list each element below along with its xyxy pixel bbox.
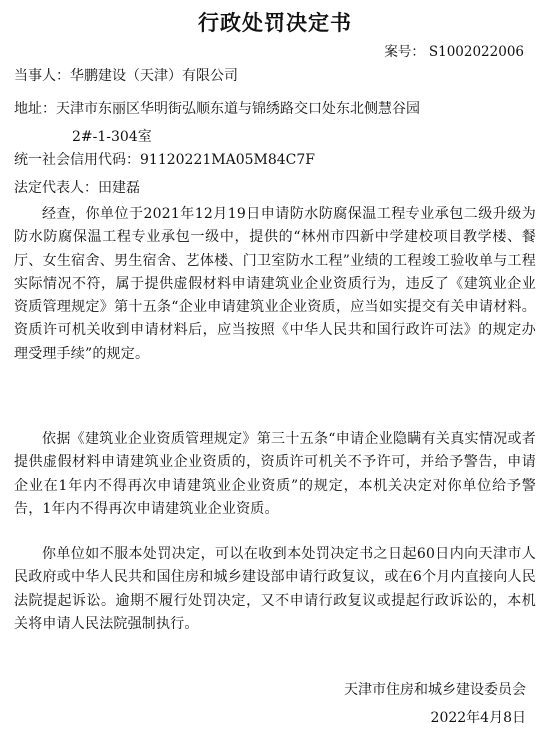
party-line: [14, 66, 238, 86]
address-value-line1: 天津市东丽区华明街弘顺东道与锦绣路交口处东北侧慧谷园: [56, 101, 420, 117]
legal-representative-line: [14, 178, 140, 198]
case-number-value: S1002022006: [428, 44, 524, 60]
paragraph-findings: 经查，你单位于2021年12月19日申请防水防腐保温工程专业承包二级升级为防水防腐保温工程专业承包一级中，提供的“林州市四新中学建校项目教学楼、餐厅、女生宿舍、男生宿舍、艺体楼、门卫室防水工程”业绩的工程竣工验收单与工程实际情况不符，属于提供虚假材料申请建筑业企业资质行为，违反了《建筑业企业资质管理规定》第十五条“企业申请建筑业企业资质，应当如实提交有关申请材料。资质许可机关收到申请材料后，应当按照《中华人民共和国行政许可法》的规定办理受理手续”的规定。: [14, 206, 536, 362]
legal-representative-label: 法定代表人：: [14, 180, 98, 196]
party-value: 华鹏建设（天津）有限公司: [70, 68, 238, 84]
credit-code-label: 统一社会信用代码：: [14, 152, 140, 168]
address-line: [14, 95, 534, 151]
signature-date: 2022年4月8日: [430, 710, 526, 726]
credit-code-line: [14, 150, 315, 170]
party-label: 当事人：: [14, 68, 70, 84]
case-number-line: [384, 42, 524, 62]
address-label: 地址：: [14, 101, 56, 117]
address-value-line2: 2#-1-304室: [72, 129, 152, 145]
paragraph-decision: 依据《建筑业企业资质管理规定》第三十五条“申请企业隐瞒有关真实情况或者提供虚假材料申请建筑业企业资质的，资质许可机关不予许可，并给予警告，申请企业在1年内不得再次申请建筑业企业资质”的规定，本机关决定对你单位给予警告，1年内不得再次申请建筑业企业资质。: [14, 431, 536, 517]
case-number-label: 案号：: [384, 44, 425, 60]
signature-organization: 天津市住房和城乡建设委员会: [344, 682, 526, 698]
legal-representative-value: 田建磊: [98, 180, 140, 196]
paragraph-appeal-rights: 你单位如不服本处罚决定，可以在收到本处罚决定书之日起60日内向天津市人民政府或中华人民共和国住房和城乡建设部申请行政复议，或在6个月内直接向人民法院提起诉讼。逾期不履行处罚决定，又不申请行政复议或提起行政诉讼的，本机关将申请人民法院强制执行。: [14, 546, 536, 632]
document-title: 行政处罚决定书: [198, 10, 352, 35]
credit-code-value: 91120221MA05M84C7F: [140, 152, 315, 168]
